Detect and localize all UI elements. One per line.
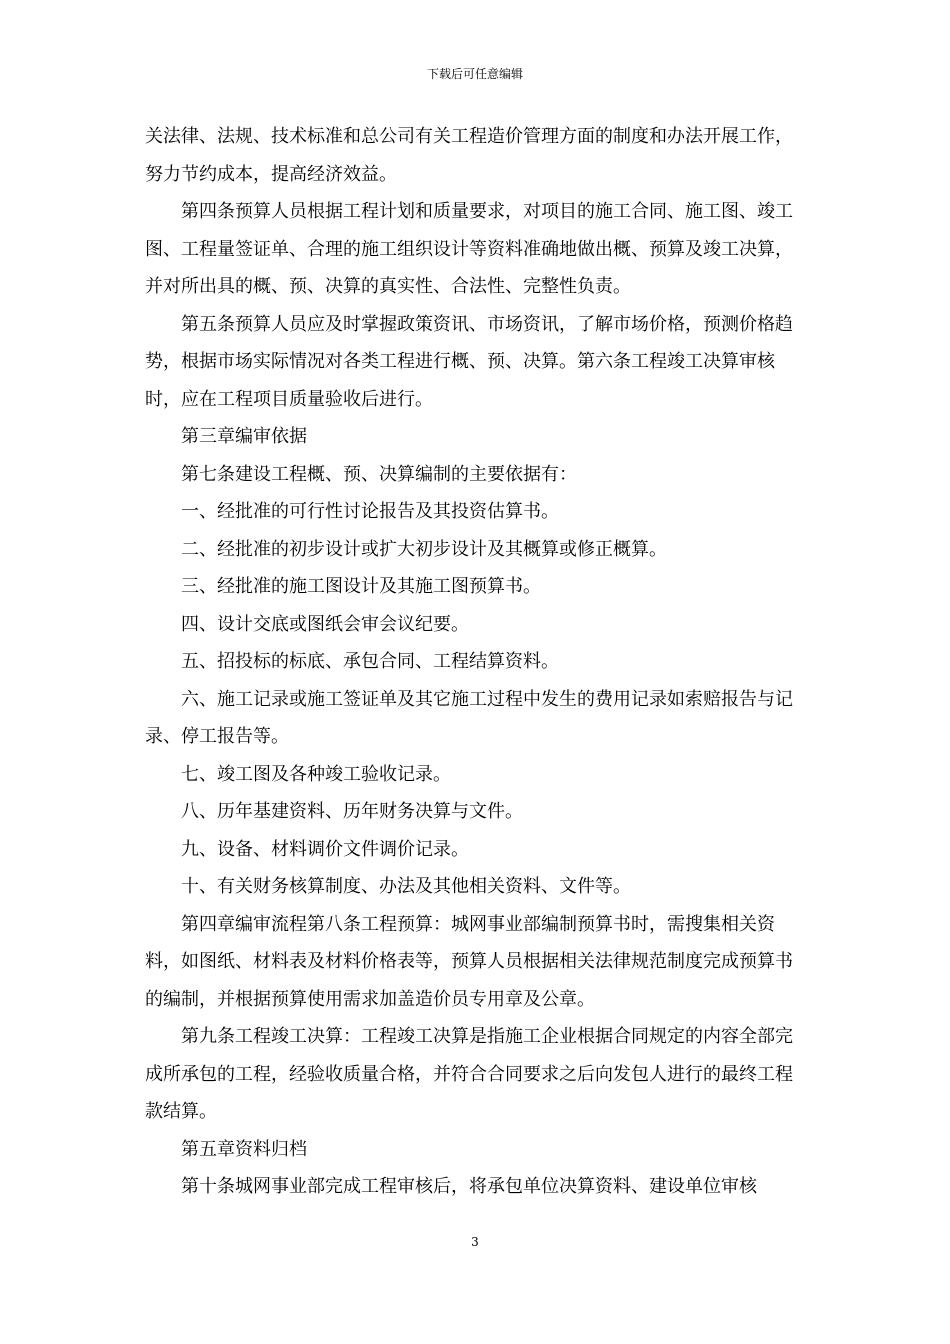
list-item-10: 十、有关财务核算制度、办法及其他相关资料、文件等。 xyxy=(181,876,631,897)
list-item-2: 二、经批准的初步设计或扩大初步设计及其概算或修正概算。 xyxy=(181,538,667,560)
paragraph-article-4: 第四条预算人员根据工程计划和质量要求，对项目的施工合同、施工图、竣工图、工程量签证单、合理的施工组织设计等资料准确地做出概、预算及竣工决算，并对所出具的概、预、决算的真实性、合法性、完整性负责。 xyxy=(145,201,793,297)
chapter-5-heading: 第五章资料归档 xyxy=(181,1138,307,1160)
document-body xyxy=(145,118,810,1206)
paragraph-article-9: 第九条工程竣工决算：工程竣工决算是指施工企业根据合同规定的内容全部完成所承包的工程，经验收质量合格，并符合合同要求之后向发包人进行的最终工程款结算。 xyxy=(145,1026,793,1122)
list-item-5: 五、招投标的标底、承包合同、工程结算资料。 xyxy=(181,651,559,672)
page-header: 下载后可任意编辑 xyxy=(426,67,523,81)
list-item-8: 八、历年基建资料、历年财务决算与文件。 xyxy=(181,801,523,822)
list-item-1: 一、经批准的可行性讨论报告及其投资估算书。 xyxy=(181,501,559,522)
paragraph-chapter-4-article-8: 第四章编审流程第八条工程预算：城网事业部编制预算书时，需搜集相关资料，如图纸、材料表及材料价格表等，预算人员根据相关法律规范制度完成预算书的编制，并根据预算使用需求加盖造价员专用章及公章。 xyxy=(145,913,793,1010)
paragraph-article-5-6: 第五条预算人员应及时掌握政策资讯、市场资讯，了解市场价格，预测价格趋势，根据市场实际情况对各类工程进行概、预、决算。第六条工程竣工决算审核时，应在工程项目质量验收后进行。 xyxy=(145,313,793,410)
list-item-3: 三、经批准的施工图设计及其施工图预算书。 xyxy=(181,576,541,597)
paragraph-continuation: 关法律、法规、技术标准和总公司有关工程造价管理方面的制度和办法开展工作，努力节约成本，提高经济效益。 xyxy=(145,126,793,185)
chapter-3-heading: 第三章编审依据 xyxy=(181,426,307,447)
paragraph-article-7: 第七条建设工程概、预、决算编制的主要依据有： xyxy=(181,463,577,485)
list-item-9: 九、设备、材料调价文件调价记录。 xyxy=(181,838,469,860)
page-number: 3 xyxy=(471,1235,479,1249)
list-item-7: 七、竣工图及各种竣工验收记录。 xyxy=(181,763,451,785)
list-item-6: 六、施工记录或施工签证单及其它施工过程中发生的费用记录如索赔报告与记录、停工报告等。 xyxy=(145,688,793,747)
list-item-4: 四、设计交底或图纸会审会议纪要。 xyxy=(181,613,469,635)
paragraph-article-10: 第十条城网事业部完成工程审核后，将承包单位决算资料、建设单位审核 xyxy=(181,1176,757,1197)
